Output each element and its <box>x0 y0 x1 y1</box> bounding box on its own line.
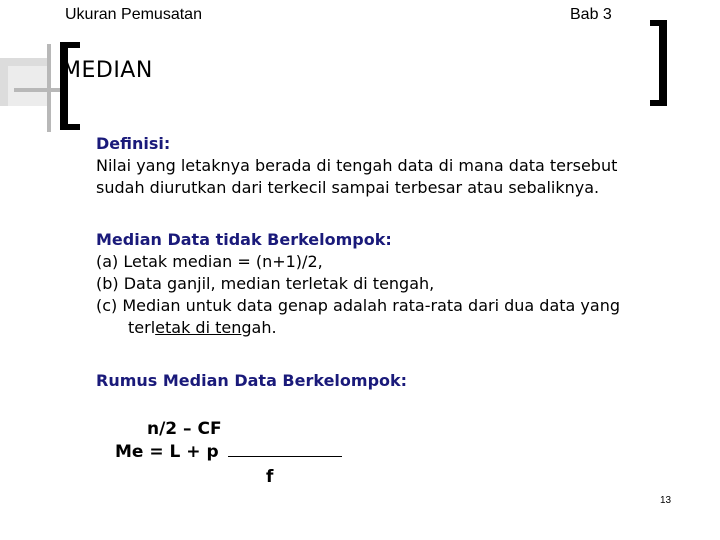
right-bracket-bottom <box>650 100 667 106</box>
ungrouped-median-heading: Median Data tidak Berkelompok: <box>96 230 392 249</box>
right-bracket-stem <box>659 20 667 106</box>
slide-title: MEDIAN <box>62 58 153 83</box>
formula-main: Me = L + p <box>115 442 219 462</box>
list-item-a: (a) Letak median = (n+1)/2, <box>96 252 323 271</box>
left-bracket-top <box>60 42 80 48</box>
right-bracket-top <box>650 20 667 26</box>
definition-text-line2: sudah diurutkan dari terkecil sampai terbesar atau sebaliknya. <box>96 178 600 197</box>
definition-heading: Definisi: <box>96 134 171 153</box>
definition-text-line1: Nilai yang letaknya berada di tengah data di mana data tersebut <box>96 156 618 175</box>
list-item-c: (c) Median untuk data genap adalah rata-rata dari dua data yang <box>96 296 620 315</box>
list-item-b: (b) Data ganjil, median terletak di tengah, <box>96 274 435 293</box>
list-item-c-continuation <box>128 317 277 339</box>
continuation-post: gah. <box>241 318 277 337</box>
formula-fraction-bar <box>228 456 342 457</box>
header-chapter: Bab 3 <box>570 6 612 23</box>
continuation-pre: terl <box>128 318 156 337</box>
header-section-title: Ukuran Pemusatan <box>65 6 202 23</box>
left-bracket-bottom <box>60 124 80 130</box>
formula-denominator: f <box>266 467 274 487</box>
decor-square-front <box>8 66 48 106</box>
grouped-median-heading: Rumus Median Data Berkelompok: <box>96 371 408 390</box>
decor-horizontal-line <box>14 88 64 92</box>
formula-numerator: n/2 – CF <box>147 419 222 439</box>
left-bracket-stem <box>60 42 68 130</box>
continuation-underlined: etak di ten <box>155 318 242 337</box>
page-number: 13 <box>660 495 672 506</box>
